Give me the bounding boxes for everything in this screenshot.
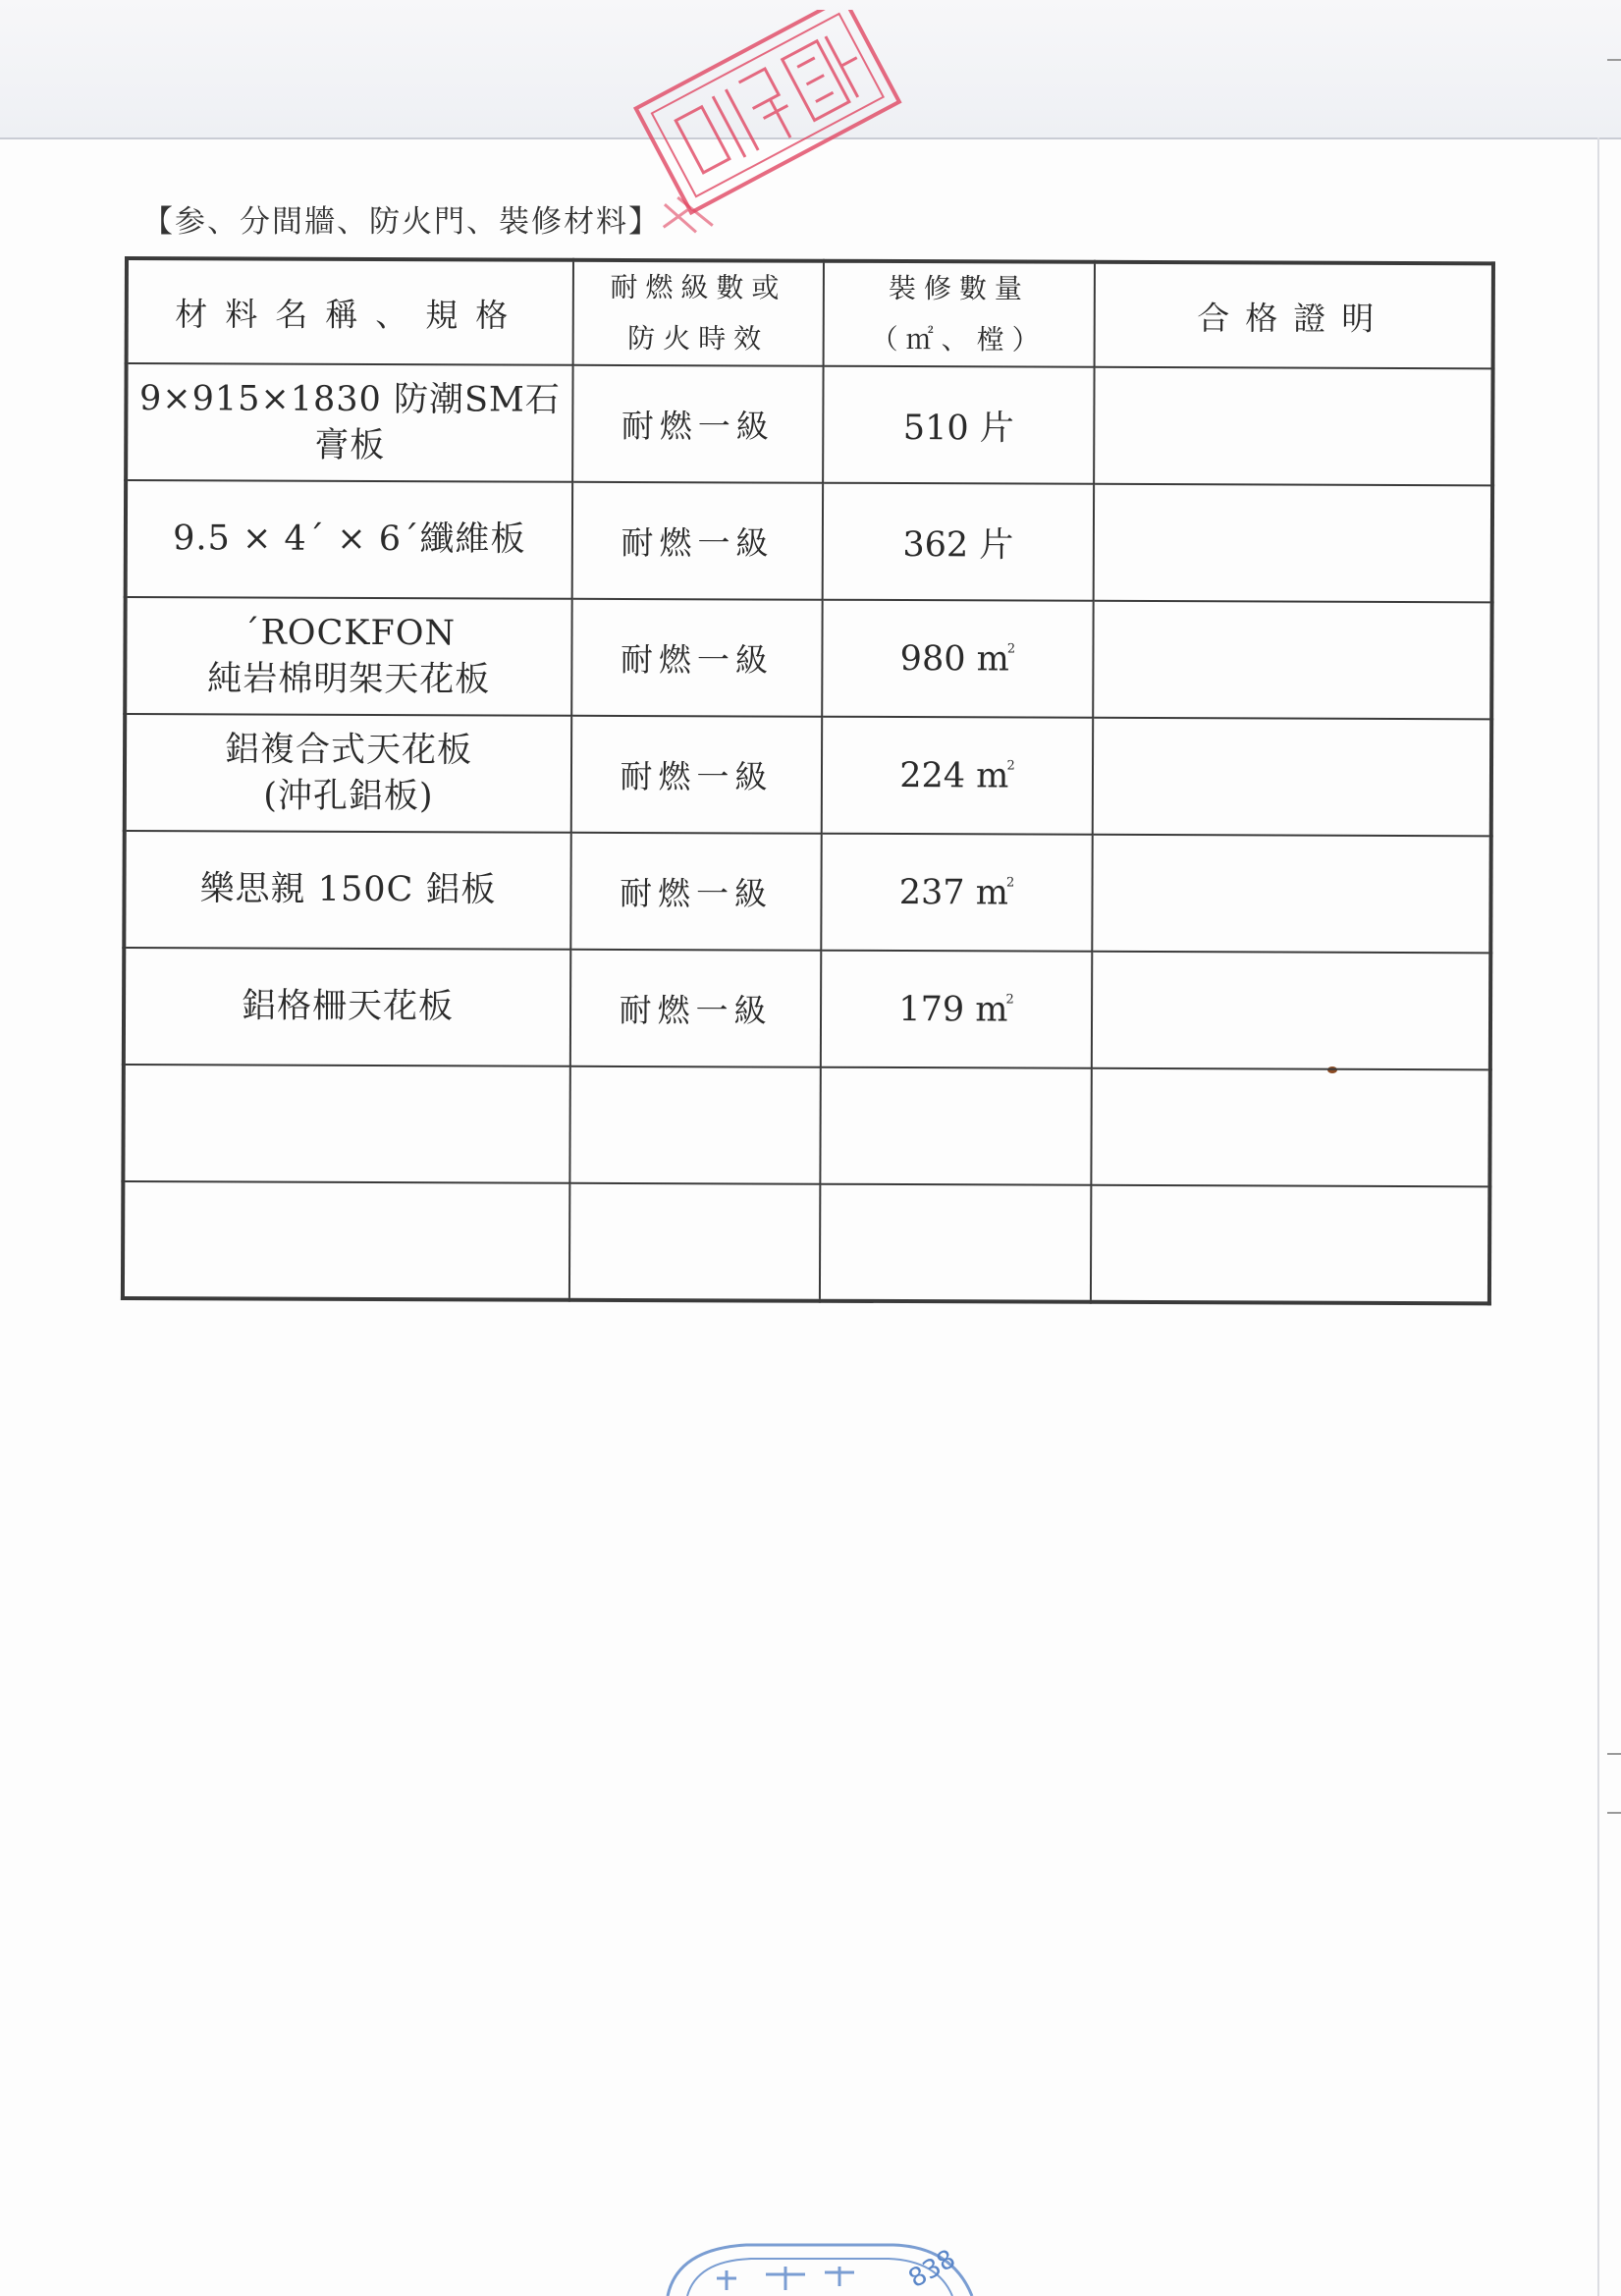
quantity-value: 510	[902, 408, 969, 448]
page-edge	[1597, 137, 1599, 2296]
certificate-cell	[1094, 367, 1492, 486]
unit-superscript: 2	[1006, 640, 1016, 656]
material-name-line: 鋁複合式天花板	[224, 729, 473, 770]
material-name-line: 9.5 × 4´ × 6´纖維板	[173, 519, 526, 560]
material-name-cell	[124, 831, 570, 950]
certificate-cell	[1094, 484, 1492, 603]
quantity-cell	[823, 483, 1094, 601]
table-row	[125, 597, 1491, 719]
edge-mark	[1607, 1812, 1621, 1814]
quantity-value: 179	[898, 989, 965, 1029]
header-certificate: 合格證明	[1095, 262, 1493, 369]
quantity-value: 237	[898, 872, 965, 912]
table-row	[125, 714, 1491, 836]
svg-text:838: 838	[903, 2244, 961, 2295]
material-name-cell	[126, 363, 572, 482]
table-header-row	[127, 258, 1493, 368]
fire-grade-cell: 耐燃一級	[571, 716, 822, 834]
fire-grade-cell: 耐燃一級	[571, 599, 822, 717]
red-official-seal	[619, 10, 913, 236]
quantity-value: 980	[899, 638, 966, 679]
edge-mark	[1607, 1753, 1621, 1755]
certificate-cell	[1092, 952, 1490, 1070]
header-material-name: 材料名稱、規格	[127, 258, 573, 365]
header-fire-grade: 耐燃級數或 防火時效	[573, 260, 824, 366]
materials-table	[121, 256, 1495, 1305]
quantity-value: 224	[899, 755, 966, 795]
certificate-cell	[1093, 601, 1491, 720]
quantity-value: 362	[902, 524, 969, 565]
quantity-unit: 片	[979, 408, 1014, 448]
table-row	[124, 831, 1490, 953]
quantity-unit: m	[976, 755, 1009, 795]
certificate-cell	[1093, 718, 1491, 837]
quantity-unit: 片	[979, 524, 1014, 565]
quantity-cell	[823, 366, 1094, 484]
quantity-unit: m	[976, 638, 1009, 679]
unit-superscript: 2	[1006, 757, 1015, 773]
table-row	[126, 480, 1492, 602]
fire-grade-cell: 耐燃一級	[570, 950, 821, 1067]
unit-superscript: 2	[1005, 874, 1015, 890]
material-name-cell	[125, 597, 571, 716]
quantity-cell	[822, 600, 1093, 718]
unit-superscript: 2	[1005, 991, 1014, 1007]
table-row	[126, 363, 1492, 485]
quantity-unit: m	[975, 989, 1008, 1029]
quantity-cell	[821, 834, 1092, 952]
edge-mark	[1607, 59, 1621, 61]
material-name-line: 9×915×1830 防潮SM石膏板	[138, 378, 561, 465]
material-name-line: 鋁格柵天花板	[241, 986, 455, 1027]
material-name-line: ´ROCKFON	[242, 612, 457, 653]
fire-grade-cell: 耐燃一級	[570, 833, 821, 951]
blue-seal	[658, 2239, 982, 2296]
material-name-cell	[126, 480, 572, 599]
table-row-empty	[123, 1065, 1489, 1186]
quantity-cell	[821, 951, 1092, 1068]
material-name-line: 樂思親 150C 鋁板	[199, 869, 497, 910]
table-row-empty	[123, 1181, 1489, 1303]
fire-grade-cell: 耐燃一級	[572, 482, 823, 600]
table-row	[124, 948, 1490, 1069]
certificate-cell	[1092, 835, 1490, 954]
material-name-line: 純岩棉明架天花板	[207, 658, 491, 699]
section-title: 【参、分間牆、防火門、裝修材料】	[142, 204, 661, 240]
material-name-cell	[125, 714, 571, 833]
fire-grade-cell: 耐燃一級	[572, 365, 823, 483]
material-name-cell	[124, 948, 570, 1066]
header-quantity: 裝修數量 （㎡、樘）	[824, 261, 1095, 367]
material-name-line: (沖孔鋁板)	[263, 776, 434, 816]
quantity-cell	[822, 717, 1093, 835]
quantity-unit: m	[975, 872, 1009, 912]
